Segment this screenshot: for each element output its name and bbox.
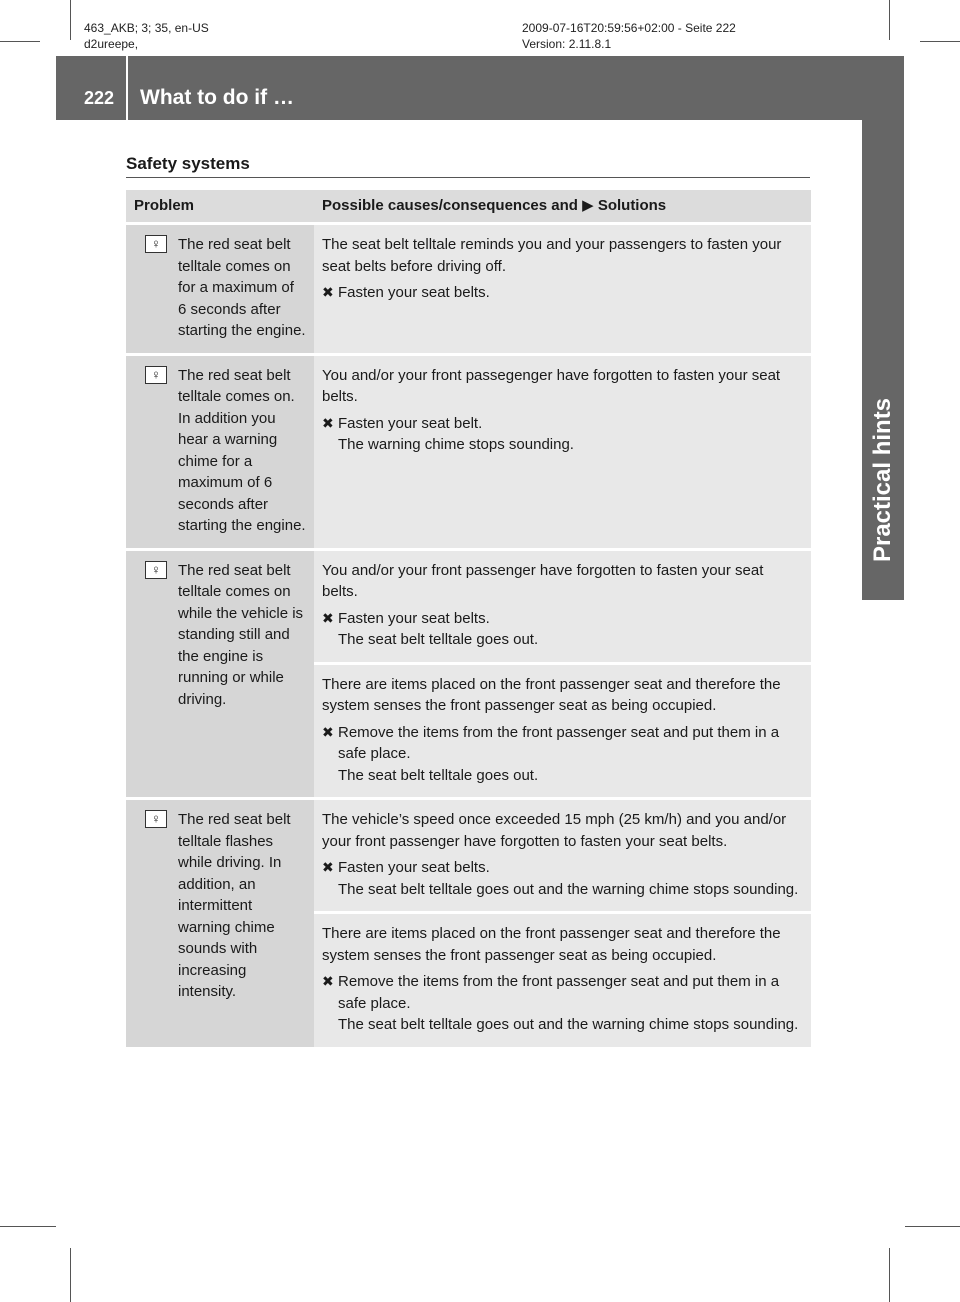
solution-cell [314,222,811,353]
side-tab-label-block [862,360,904,600]
crop-mark [70,0,71,40]
problem-cell [126,222,314,353]
cause-text: You and/or your front passegenger have forgotten to fasten your seat belts. [322,366,781,405]
result-text: The warning chime stops sounding. [338,436,574,453]
column-header-solutions: Possible causes/consequences and ▶ Solutions [314,190,811,222]
result-text: The seat belt telltale goes out and the warning chime stops sounding. [338,880,799,898]
problem-cell [126,353,314,548]
header-divider [126,56,128,120]
cause-text: The seat belt telltale reminds you and your passengers to fasten your seat belts before driving off. [322,236,782,275]
crop-mark [889,0,890,40]
crop-mark [905,1226,960,1227]
solution-cell [314,662,811,798]
result-text: The seat belt telltale goes out. [338,766,539,784]
meta-right-line1: 2009-07-16T20:59:56+02:00 - Seite 222 [522,21,736,35]
step-text: Remove the items from the front passenger seat and put them in a safe place. [338,973,780,1012]
step-text: Fasten your seat belt. [338,414,483,432]
problem-cell [126,548,314,798]
print-meta-right [522,20,736,52]
seat-belt-icon: ♀ [134,234,178,342]
cause-text: You and/or your front passenger have forgotten to fasten your seat belts. [322,561,764,600]
step-arrow-icon: ✖ [322,973,334,989]
problem-text: The red seat belt telltale comes on while the vehicle is standing still and the engine is running or while driving. [178,561,304,708]
problem-text: The red seat belt telltale comes on. In addition you hear a warning chime for a maximum of 6 seconds after starting the engine. [178,366,306,534]
result-text: The seat belt telltale goes out. [338,631,539,648]
problem-table [126,190,811,1047]
step-text: Remove the items from the front passenger seat and put them in a safe place. [338,723,780,762]
step-arrow-icon: ✖ [322,284,334,300]
crop-mark [70,1248,71,1302]
page-number: 222 [84,88,115,108]
seat-belt-icon: ♀ [134,560,178,711]
column-header-problem: Problem [126,190,314,222]
cause-text: There are items placed on the front passenger seat and therefore the system senses the front passenger seat as being occupied. [322,675,781,714]
meta-left-line1: 463_AKB; 3; 35, en-US [84,21,209,35]
seat-belt-icon: ♀ [134,365,178,537]
seat-belt-icon: ♀ [134,809,178,1003]
step-text: Fasten your seat belts. [338,859,490,876]
table-row [126,353,811,548]
side-tab-label: Practical hints [869,397,896,563]
problem-cell [126,797,314,1047]
side-tab [862,120,904,360]
cause-text: The vehicle’s speed once exceeded 15 mph (25 km/h) and you and/or your front passenger have forgotten to fasten your seat belts. [322,811,787,850]
section-title: Safety systems [126,154,250,173]
step-arrow-icon: ✖ [322,723,334,740]
table-row [126,222,811,353]
problem-text: The red seat belt telltale comes on for a maximum of 6 seconds after starting the engine. [178,236,306,339]
solution-cell [314,353,811,548]
crop-mark [0,1226,56,1227]
step-arrow-icon: ✖ [322,414,334,431]
crop-mark [920,41,960,42]
table-row [126,548,811,662]
solution-cell [314,911,811,1047]
solution-cell [314,797,811,911]
step-arrow-icon: ✖ [322,859,334,875]
result-text: The seat belt telltale goes out and the warning chime stops sounding. [338,1016,799,1033]
step-text: Fasten your seat belts. [338,284,490,301]
problem-text: The red seat belt telltale flashes while driving. In addition, an intermittent warning chime sounds with increasing intensity. [178,811,291,1000]
solution-cell [314,548,811,662]
table-row [126,797,811,911]
crop-mark [889,1248,890,1302]
print-meta-left [84,20,209,52]
page-title: What to do if … [140,86,294,109]
meta-right-line2: Version: 2.11.8.1 [522,37,612,51]
step-arrow-icon: ✖ [322,609,334,626]
cause-text: There are items placed on the front passenger seat and therefore the system senses the front passenger seat as being occupied. [322,925,781,964]
meta-left-line2: d2ureepe, [84,37,139,51]
crop-mark [0,41,40,42]
section-rule [126,177,810,178]
step-text: Fasten your seat belts. [338,609,490,627]
